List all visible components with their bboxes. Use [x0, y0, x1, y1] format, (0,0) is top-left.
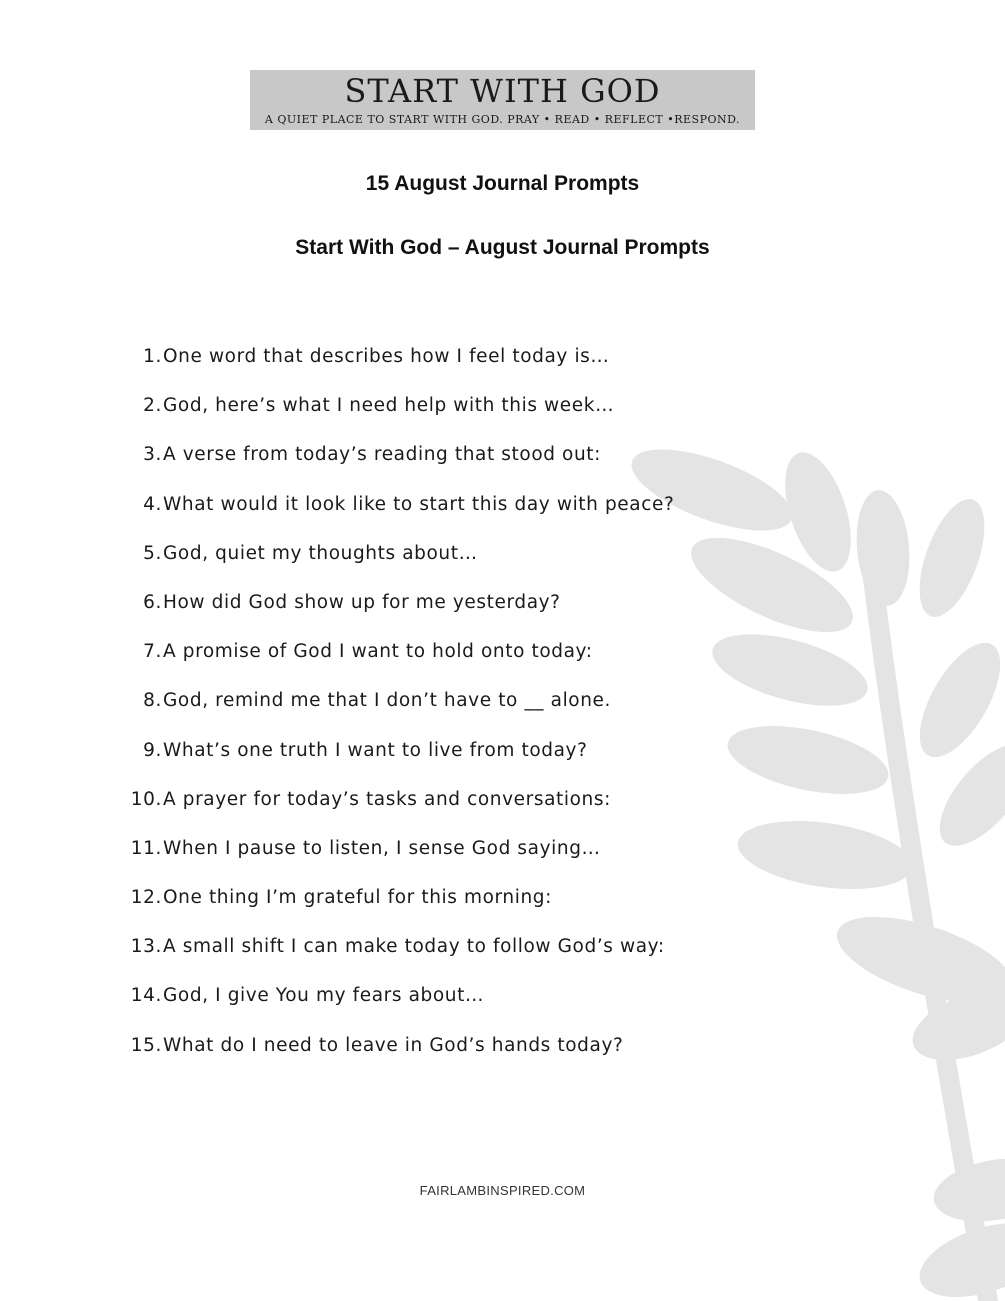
footer-website: FAIRLAMBINSPIRED.COM [419, 1183, 586, 1198]
prompt-item [0, 684, 760, 733]
prompt-item [0, 930, 760, 979]
prompt-item [0, 586, 760, 635]
prompt-item [0, 635, 760, 684]
prompt-text: What do I need to leave in God’s hands today? [163, 1034, 624, 1056]
banner-title: START WITH GOD [344, 72, 661, 110]
prompt-number: 15. [130, 1034, 162, 1056]
prompt-number: 11. [130, 837, 162, 859]
prompt-text: One word that describes how I feel today is… [163, 346, 610, 367]
prompt-item [0, 438, 760, 487]
prompt-text: A promise of God I want to hold onto today: [163, 641, 593, 663]
prompt-item [0, 783, 760, 832]
prompt-number: 7. [143, 641, 162, 663]
prompt-list [0, 340, 760, 1078]
prompt-number: 8. [143, 690, 162, 712]
prompt-item [0, 979, 760, 1028]
prompt-item [0, 537, 760, 586]
banner-tagline: A QUIET PLACE TO START WITH GOD. PRAY • READ • REFLECT •RESPOND. [264, 113, 741, 126]
prompt-number: 1. [143, 346, 162, 367]
prompt-text: God, here’s what I need help with this week… [163, 395, 615, 417]
prompt-number: 3. [143, 444, 162, 466]
title-banner [250, 70, 755, 130]
page-title: 15 August Journal Prompts [365, 172, 640, 195]
prompt-number: 5. [143, 542, 162, 564]
prompt-number: 2. [143, 395, 162, 417]
prompt-item [0, 340, 760, 389]
prompt-text: One thing I’m grateful for this morning: [163, 887, 552, 909]
prompt-text: God, I give You my fears about… [163, 985, 485, 1007]
prompt-number: 13. [130, 936, 162, 958]
prompt-text: God, remind me that I don’t have to __ alone. [163, 690, 612, 712]
page-subtitle: Start With God – August Journal Prompts [295, 236, 710, 259]
prompt-item [0, 881, 760, 930]
prompt-number: 6. [143, 591, 162, 613]
prompt-item [0, 1029, 760, 1078]
prompt-text: A small shift I can make today to follow God’s way: [163, 936, 665, 958]
prompt-number: 10. [130, 788, 162, 810]
prompt-item [0, 389, 760, 438]
prompt-number: 4. [143, 493, 162, 515]
prompt-text: When I pause to listen, I sense God saying… [163, 837, 601, 859]
prompt-item [0, 734, 760, 783]
prompt-item [0, 488, 760, 537]
prompt-text: A prayer for today’s tasks and conversations: [163, 788, 611, 810]
prompt-text: What would it look like to start this day with peace? [163, 493, 675, 515]
prompt-number: 14. [130, 985, 162, 1007]
prompt-number: 9. [143, 739, 162, 761]
prompt-text: How did God show up for me yesterday? [163, 591, 561, 613]
prompt-number: 12. [130, 887, 162, 909]
prompt-text: God, quiet my thoughts about… [163, 542, 478, 564]
prompt-text: What’s one truth I want to live from today? [163, 739, 588, 761]
prompt-item [0, 832, 760, 881]
prompt-text: A verse from today’s reading that stood out: [163, 444, 601, 466]
